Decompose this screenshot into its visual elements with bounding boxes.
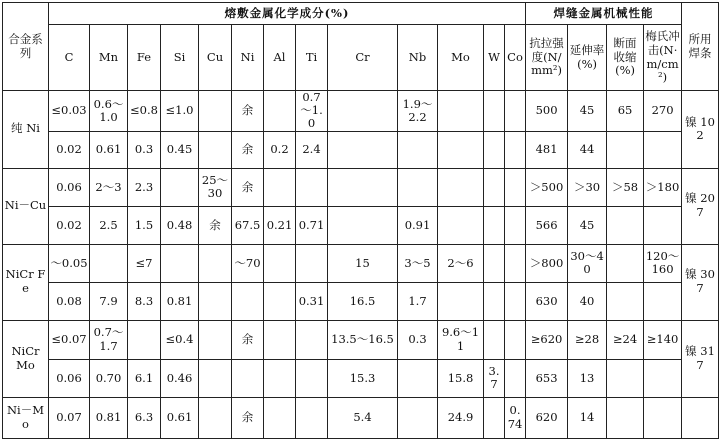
table-cell: 0.71 — [296, 206, 328, 244]
table-cell: ＞180 — [644, 168, 682, 206]
table-cell: ≥24 — [607, 320, 644, 359]
table-cell: 15 — [328, 244, 398, 282]
table-row — [3, 320, 719, 359]
table-cell — [505, 168, 526, 206]
table-cell — [296, 320, 328, 359]
table-body — [3, 91, 719, 439]
table-row — [3, 91, 719, 132]
welding-rod: 镍 102 — [682, 91, 719, 169]
table-cell: 5.4 — [328, 397, 398, 438]
table-cell: 0.07 — [49, 397, 90, 438]
table-cell — [484, 206, 505, 244]
table-cell: ～70 — [232, 244, 264, 282]
table-cell — [505, 91, 526, 132]
header-welding-rod: 所用焊条 — [682, 3, 719, 91]
table-cell — [128, 320, 161, 359]
alloy-series-ni-mo: Ni－Mo — [3, 397, 49, 438]
header-element-si: Si — [161, 25, 199, 91]
table-cell: 620 — [526, 397, 568, 438]
table-cell — [505, 131, 526, 168]
table-cell — [438, 206, 484, 244]
table-cell: ＞800 — [526, 244, 568, 282]
table-cell — [199, 282, 232, 320]
table-cell — [199, 131, 232, 168]
table-cell — [161, 244, 199, 282]
table-cell: ～0.05 — [49, 244, 90, 282]
table-row — [3, 359, 719, 397]
table-cell: 2～3 — [90, 168, 128, 206]
table-cell: 0.45 — [161, 131, 199, 168]
table-cell: 8.3 — [128, 282, 161, 320]
table-cell — [438, 168, 484, 206]
welding-rod: 镍 307 — [682, 244, 719, 320]
header-element-mn: Mn — [90, 25, 128, 91]
table-cell: ≤0.07 — [49, 320, 90, 359]
table-row — [3, 282, 719, 320]
header-element-cr: Cr — [328, 25, 398, 91]
table-cell — [161, 168, 199, 206]
table-cell — [328, 131, 398, 168]
table-cell: ≤0.4 — [161, 320, 199, 359]
table-cell: ≥28 — [568, 320, 607, 359]
alloy-series-nicr-mo: NiCr Mo — [3, 320, 49, 397]
table-cell: 0.81 — [90, 397, 128, 438]
table-cell — [199, 359, 232, 397]
table-cell: 余 — [232, 91, 264, 132]
table-cell: 0.70 — [90, 359, 128, 397]
header-alloy: 合金系列 — [3, 3, 49, 91]
table-cell — [484, 320, 505, 359]
table-cell — [484, 131, 505, 168]
header-element-w: W — [484, 25, 505, 91]
table-cell — [644, 359, 682, 397]
table-cell: 500 — [526, 91, 568, 132]
table-cell — [232, 282, 264, 320]
table-cell — [398, 131, 438, 168]
table-cell: 566 — [526, 206, 568, 244]
table-cell — [644, 131, 682, 168]
table-cell: 44 — [568, 131, 607, 168]
header-mechanical-properties: 焊缝金属机械性能 — [526, 3, 682, 25]
table-cell: 45 — [568, 206, 607, 244]
header-element-nb: Nb — [398, 25, 438, 91]
table-cell — [438, 91, 484, 132]
table-cell — [505, 320, 526, 359]
table-cell: 25～30 — [199, 168, 232, 206]
table-cell: 45 — [568, 91, 607, 132]
table-row — [3, 206, 719, 244]
table-cell: 0.21 — [264, 206, 296, 244]
header-element-al: Al — [264, 25, 296, 91]
table-cell — [199, 320, 232, 359]
table-cell — [505, 206, 526, 244]
table-cell: 270 — [644, 91, 682, 132]
table-cell: 3.7 — [484, 359, 505, 397]
table-row — [3, 397, 719, 438]
table-cell: ≤0.03 — [49, 91, 90, 132]
header-impact-value: 梅氏冲击(N·m/cm²) — [644, 25, 682, 91]
table-cell — [296, 359, 328, 397]
header-element-fe: Fe — [128, 25, 161, 91]
table-cell — [644, 282, 682, 320]
header-tensile-strength: 抗拉强度(N/mm²) — [526, 25, 568, 91]
table-cell — [199, 91, 232, 132]
alloy-series-ni-cu: Ni－Cu — [3, 168, 49, 244]
table-cell — [438, 131, 484, 168]
table-cell: 余 — [232, 131, 264, 168]
table-cell: 1.9～2.2 — [398, 91, 438, 132]
header-element-mo: Mo — [438, 25, 484, 91]
table-cell: 2.4 — [296, 131, 328, 168]
table-cell: 余 — [199, 206, 232, 244]
table-cell: 2.5 — [90, 206, 128, 244]
table-cell — [438, 282, 484, 320]
table-cell: 14 — [568, 397, 607, 438]
table-cell: 630 — [526, 282, 568, 320]
table-cell — [264, 244, 296, 282]
header-elongation: 延伸率(%) — [568, 25, 607, 91]
table-cell: 0.61 — [161, 397, 199, 438]
table-cell — [484, 282, 505, 320]
table-cell — [607, 244, 644, 282]
table-cell: 15.8 — [438, 359, 484, 397]
table-cell — [607, 282, 644, 320]
alloy-composition-table — [2, 2, 719, 439]
table-cell: ≥620 — [526, 320, 568, 359]
header-element-c: C — [49, 25, 90, 91]
header-element-ti: Ti — [296, 25, 328, 91]
table-cell: 481 — [526, 131, 568, 168]
table-cell: 6.3 — [128, 397, 161, 438]
table-cell — [398, 168, 438, 206]
table-cell: 24.9 — [438, 397, 484, 438]
table-cell — [644, 206, 682, 244]
table-cell: 13.5～16.5 — [328, 320, 398, 359]
table-cell: 67.5 — [232, 206, 264, 244]
table-cell: 3～5 — [398, 244, 438, 282]
alloy-series-nicr-fe: NiCr Fe — [3, 244, 49, 320]
table-cell — [264, 282, 296, 320]
table-cell — [484, 244, 505, 282]
table-cell: 9.6～11 — [438, 320, 484, 359]
welding-rod: 镍 317 — [682, 320, 719, 397]
table-cell — [328, 91, 398, 132]
table-cell: 40 — [568, 282, 607, 320]
table-cell: ＞30 — [568, 168, 607, 206]
table-cell — [398, 397, 438, 438]
table-cell — [264, 397, 296, 438]
table-cell: 0.31 — [296, 282, 328, 320]
table-cell: 30～40 — [568, 244, 607, 282]
table-cell: 0.48 — [161, 206, 199, 244]
welding-rod — [682, 397, 719, 438]
table-cell — [90, 244, 128, 282]
table-cell — [607, 397, 644, 438]
table-cell: 0.91 — [398, 206, 438, 244]
table-cell: 0.74 — [505, 397, 526, 438]
table-cell — [484, 168, 505, 206]
table-cell — [505, 244, 526, 282]
table-cell: 0.3 — [128, 131, 161, 168]
header-element-ni: Ni — [232, 25, 264, 91]
table-cell: 0.08 — [49, 282, 90, 320]
table-cell: 15.3 — [328, 359, 398, 397]
table-cell: 13 — [568, 359, 607, 397]
table-cell: 7.9 — [90, 282, 128, 320]
table-cell — [328, 206, 398, 244]
table-cell: 0.7～1.0 — [296, 91, 328, 132]
table-cell: 653 — [526, 359, 568, 397]
table-cell: 1.5 — [128, 206, 161, 244]
table-cell: 余 — [232, 168, 264, 206]
table-cell: ≤7 — [128, 244, 161, 282]
table-cell — [264, 320, 296, 359]
header-element-co: Co — [505, 25, 526, 91]
table-cell: 0.81 — [161, 282, 199, 320]
table-cell — [264, 91, 296, 132]
table-cell — [607, 359, 644, 397]
table-row — [3, 168, 719, 206]
table-cell: 0.7～1.7 — [90, 320, 128, 359]
table-cell — [264, 168, 296, 206]
table-cell — [607, 131, 644, 168]
table-cell — [607, 206, 644, 244]
table-cell — [199, 397, 232, 438]
welding-rod: 镍 207 — [682, 168, 719, 244]
header-element-cu: Cu — [199, 25, 232, 91]
alloy-series-ni: 纯 Ni — [3, 91, 49, 169]
table-cell: ＞58 — [607, 168, 644, 206]
table-cell — [296, 168, 328, 206]
table-cell: 0.6～1.0 — [90, 91, 128, 132]
table-cell: 0.3 — [398, 320, 438, 359]
table-cell: 0.06 — [49, 359, 90, 397]
table-row — [3, 131, 719, 168]
table-cell: 2～6 — [438, 244, 484, 282]
table-cell: 2.3 — [128, 168, 161, 206]
table-cell — [484, 91, 505, 132]
table-cell: 120～160 — [644, 244, 682, 282]
table-cell: ＞500 — [526, 168, 568, 206]
table-cell: 0.06 — [49, 168, 90, 206]
table-cell: ≤0.8 — [128, 91, 161, 132]
table-cell: ≥140 — [644, 320, 682, 359]
table-cell — [264, 359, 296, 397]
table-cell: 0.2 — [264, 131, 296, 168]
table-cell: 0.61 — [90, 131, 128, 168]
table-cell: 16.5 — [328, 282, 398, 320]
table-cell — [505, 359, 526, 397]
table-cell: ≤1.0 — [161, 91, 199, 132]
table-cell: 1.7 — [398, 282, 438, 320]
table-cell — [232, 359, 264, 397]
table-cell: 0.46 — [161, 359, 199, 397]
table-row — [3, 244, 719, 282]
table-cell — [398, 359, 438, 397]
header-area-reduction: 断面收缩(%) — [607, 25, 644, 91]
table-cell — [484, 397, 505, 438]
table-cell — [328, 168, 398, 206]
table-cell — [296, 397, 328, 438]
header-chemical-composition: 熔敷金属化学成分(%) — [49, 3, 526, 25]
table-cell: 0.02 — [49, 131, 90, 168]
table-cell — [644, 397, 682, 438]
table-cell — [505, 282, 526, 320]
table-cell: 余 — [232, 320, 264, 359]
table-cell: 余 — [232, 397, 264, 438]
table-cell: 0.02 — [49, 206, 90, 244]
table-cell — [296, 244, 328, 282]
table-cell: 65 — [607, 91, 644, 132]
table-cell: 6.1 — [128, 359, 161, 397]
table-cell — [199, 244, 232, 282]
